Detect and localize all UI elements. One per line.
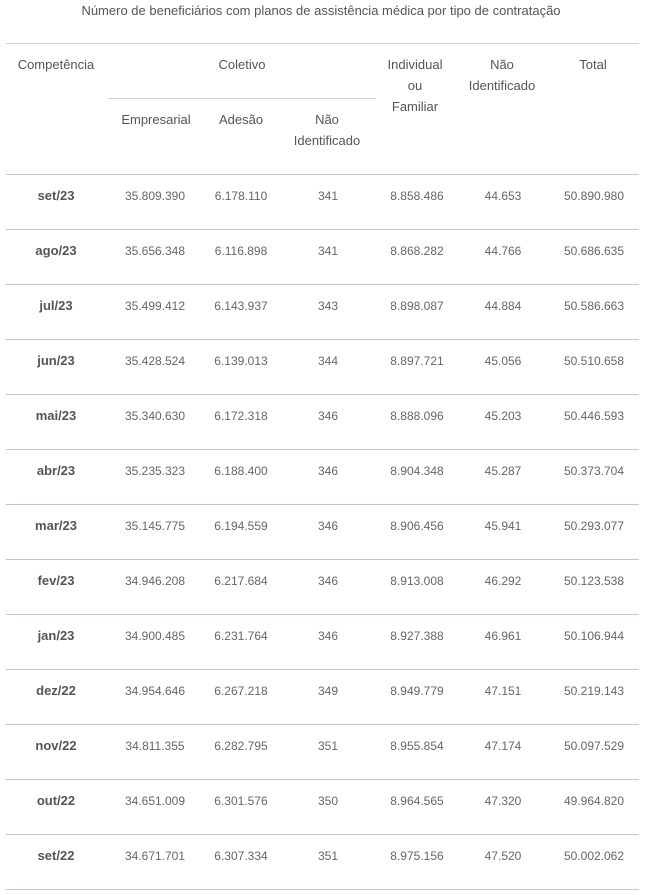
cell-adesao: 6.188.400 — [214, 464, 268, 478]
cell-nao-identificado-coletivo: 346 — [317, 629, 339, 643]
cell-empresarial: 34.651.009 — [124, 794, 186, 808]
cell-total: 50.510.658 — [563, 354, 625, 368]
cell-individual-familiar: 8.906.456 — [390, 519, 444, 533]
header-nao-identificado-coletivo — [278, 109, 376, 151]
cell-adesao: 6.231.764 — [214, 629, 268, 643]
cell-empresarial: 34.946.208 — [124, 574, 186, 588]
cell-competencia: jan/23 — [37, 628, 75, 643]
cell-total: 50.002.062 — [563, 849, 625, 863]
table-row — [6, 724, 639, 780]
cell-competencia: jun/23 — [37, 353, 75, 368]
cell-nao-identificado: 45.203 — [484, 409, 522, 423]
table-row — [6, 559, 639, 615]
cell-competencia: abr/23 — [36, 463, 76, 478]
cell-nao-identificado-coletivo: 346 — [317, 409, 339, 423]
cell-empresarial: 34.811.355 — [125, 739, 185, 753]
cell-nao-identificado: 45.941 — [484, 519, 522, 533]
cell-nao-identificado-coletivo: 346 — [317, 464, 339, 478]
coletivo-subheader-rule — [108, 98, 376, 99]
table-row — [6, 449, 639, 505]
cell-competencia: dez/22 — [36, 683, 76, 698]
header-competencia: Competência — [17, 57, 95, 72]
cell-empresarial: 35.145.775 — [124, 519, 186, 533]
cell-empresarial: 35.499.412 — [124, 299, 186, 313]
cell-competencia: out/22 — [36, 793, 76, 808]
cell-empresarial: 35.340.630 — [124, 409, 186, 423]
cell-total: 50.890.980 — [563, 189, 625, 203]
cell-individual-familiar: 8.904.348 — [390, 464, 444, 478]
cell-competencia: set/22 — [37, 848, 75, 863]
cell-nao-identificado-coletivo: 350 — [317, 794, 339, 808]
cell-empresarial: 35.809.390 — [124, 189, 186, 203]
cell-nao-identificado: 47.320 — [484, 794, 522, 808]
table-row — [6, 229, 639, 285]
cell-nao-identificado-coletivo: 341 — [317, 244, 339, 258]
header-nao-identificado-line1: Não — [490, 57, 514, 72]
cell-individual-familiar: 8.897.721 — [390, 354, 444, 368]
cell-total: 50.097.529 — [563, 739, 625, 753]
cell-total: 50.586.663 — [563, 299, 625, 313]
cell-empresarial: 35.428.524 — [124, 354, 186, 368]
cell-nao-identificado: 46.292 — [484, 574, 522, 588]
cell-individual-familiar: 8.927.388 — [390, 629, 444, 643]
cell-competencia: ago/23 — [35, 243, 77, 258]
cell-empresarial: 35.235.323 — [124, 464, 186, 478]
header-nao-identificado — [454, 54, 550, 96]
cell-individual-familiar: 8.964.565 — [390, 794, 444, 808]
table-row — [6, 174, 639, 230]
table-row — [6, 284, 639, 340]
cell-competencia: jul/23 — [39, 298, 73, 313]
cell-nao-identificado: 44.653 — [484, 189, 522, 203]
cell-nao-identificado-coletivo: 351 — [317, 849, 339, 863]
cell-total: 50.106.944 — [563, 629, 625, 643]
cell-adesao: 6.217.684 — [214, 574, 268, 588]
cell-individual-familiar: 8.868.282 — [390, 244, 444, 258]
header-empresarial: Empresarial — [121, 112, 191, 127]
cell-empresarial: 35.656.348 — [124, 244, 186, 258]
cell-nao-identificado-coletivo: 344 — [317, 354, 339, 368]
table-row — [6, 394, 639, 450]
header-individual-line3: Familiar — [391, 99, 439, 114]
cell-adesao: 6.139.013 — [214, 354, 268, 368]
cell-nao-identificado: 47.151 — [484, 684, 522, 698]
cell-individual-familiar: 8.888.096 — [390, 409, 444, 423]
cell-adesao: 6.267.218 — [214, 684, 268, 698]
cell-adesao: 6.194.559 — [214, 519, 268, 533]
cell-nao-identificado: 47.520 — [484, 849, 522, 863]
cell-competencia: set/23 — [37, 188, 75, 203]
cell-adesao: 6.307.334 — [214, 849, 268, 863]
cell-adesao: 6.282.795 — [214, 739, 268, 753]
table-row — [6, 504, 639, 560]
cell-individual-familiar: 8.975.156 — [390, 849, 444, 863]
cell-competencia: mai/23 — [35, 408, 77, 423]
header-nao-identificado-line2: Identificado — [468, 78, 536, 93]
table-row — [6, 339, 639, 395]
cell-competencia: nov/22 — [35, 738, 77, 753]
table-caption: Número de beneficiários com planos de assistência médica por tipo de contratação — [81, 3, 561, 18]
cell-total: 49.964.820 — [563, 794, 625, 808]
cell-individual-familiar: 8.949.779 — [390, 684, 444, 698]
header-top-rule — [6, 43, 639, 44]
header-total: Total — [579, 57, 607, 72]
cell-empresarial: 34.954.646 — [124, 684, 186, 698]
cell-nao-identificado-coletivo: 341 — [317, 189, 339, 203]
cell-total: 50.293.077 — [563, 519, 625, 533]
cell-adesao: 6.116.898 — [214, 244, 268, 258]
cell-individual-familiar: 8.898.087 — [390, 299, 444, 313]
cell-nao-identificado-coletivo: 346 — [317, 519, 339, 533]
cell-nao-identificado-coletivo: 343 — [317, 299, 339, 313]
cell-total: 50.686.635 — [563, 244, 625, 258]
cell-total: 50.446.593 — [563, 409, 625, 423]
table-row — [6, 779, 639, 835]
table-row — [6, 614, 639, 670]
table-bottom-rule — [6, 889, 639, 890]
cell-nao-identificado: 47.174 — [484, 739, 522, 753]
cell-adesao: 6.172.318 — [214, 409, 268, 423]
cell-nao-identificado: 46.961 — [484, 629, 522, 643]
header-coletivo: Coletivo — [218, 57, 266, 72]
table-row — [6, 669, 639, 725]
header-nao-identificado-coletivo-line1: Não — [315, 112, 339, 127]
cell-competencia: fev/23 — [37, 573, 75, 588]
cell-individual-familiar: 8.955.854 — [390, 739, 444, 753]
cell-competencia: mar/23 — [35, 518, 77, 533]
cell-adesao: 6.301.576 — [214, 794, 268, 808]
cell-total: 50.123.538 — [563, 574, 625, 588]
cell-individual-familiar: 8.858.486 — [390, 189, 444, 203]
header-adesao: Adesão — [218, 112, 264, 127]
cell-nao-identificado-coletivo: 351 — [317, 739, 339, 753]
cell-nao-identificado: 45.287 — [484, 464, 522, 478]
cell-adesao: 6.143.937 — [214, 299, 268, 313]
header-individual-line1: Individual — [387, 57, 443, 72]
header-individual-line2: ou — [407, 78, 423, 93]
header-individual-familiar — [376, 54, 454, 117]
cell-nao-identificado: 44.884 — [484, 299, 522, 313]
cell-adesao: 6.178.110 — [214, 189, 268, 203]
cell-total: 50.219.143 — [563, 684, 625, 698]
cell-total: 50.373.704 — [563, 464, 625, 478]
cell-empresarial: 34.671.701 — [124, 849, 186, 863]
cell-individual-familiar: 8.913.008 — [390, 574, 444, 588]
cell-nao-identificado: 44.766 — [484, 244, 522, 258]
cell-nao-identificado-coletivo: 346 — [317, 574, 339, 588]
header-nao-identificado-coletivo-line2: Identificado — [293, 133, 361, 148]
cell-nao-identificado-coletivo: 349 — [317, 684, 339, 698]
table-row — [6, 834, 639, 890]
cell-empresarial: 34.900.485 — [124, 629, 186, 643]
cell-nao-identificado: 45.056 — [484, 354, 522, 368]
